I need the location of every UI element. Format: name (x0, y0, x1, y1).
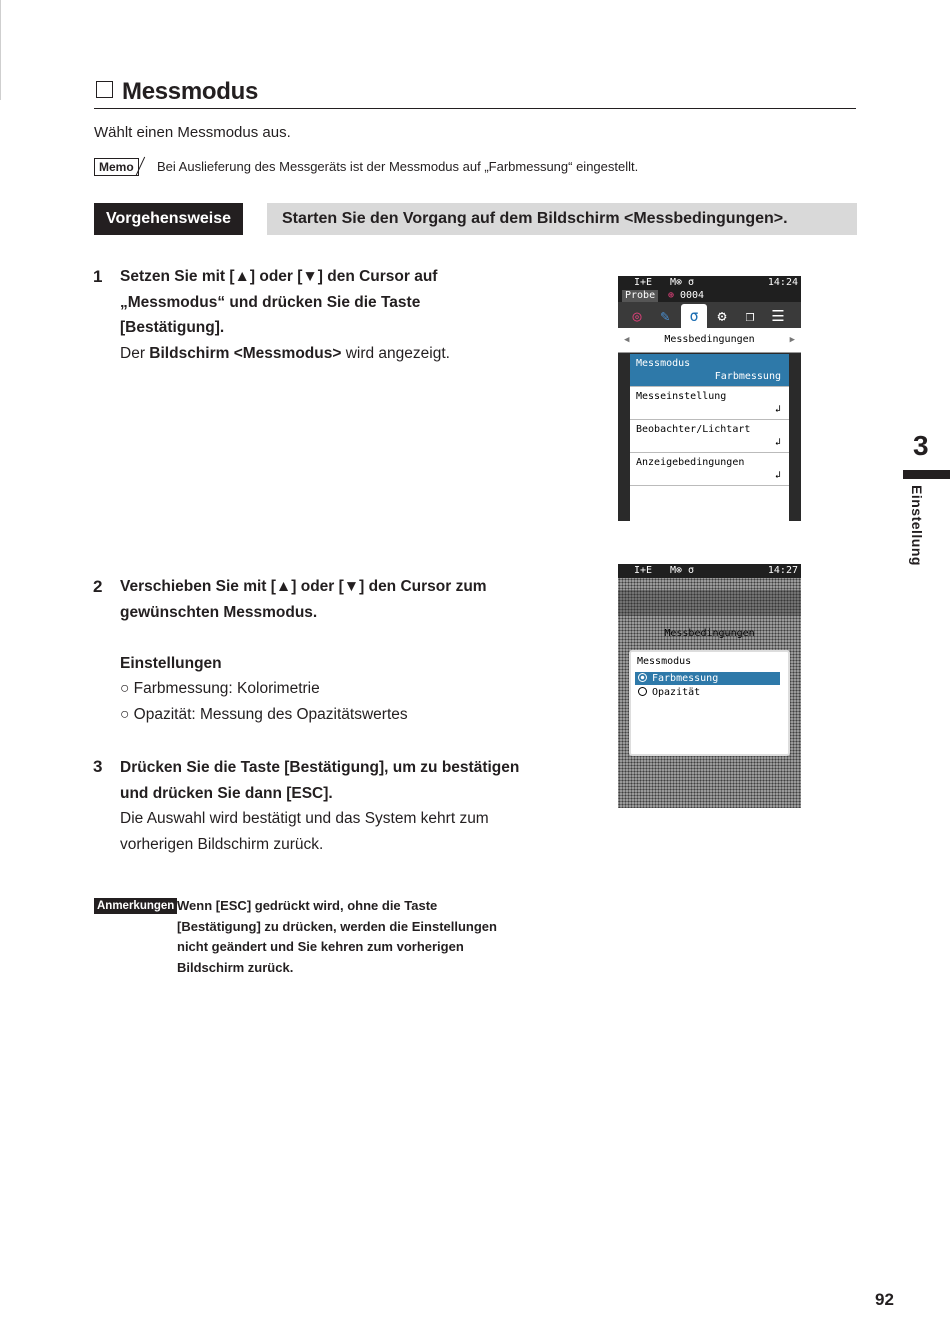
chapter-bar (903, 470, 950, 479)
step-3-line: Drücken Sie die Taste [Bestätigung], um zu bestätigen (120, 759, 520, 776)
status-icons: M⊗ σ (670, 277, 695, 288)
step-3-description: vorherigen Bildschirm zurück. (120, 835, 324, 853)
list-item[interactable]: Beobachter/Lichtart ↲ (630, 420, 789, 453)
status-mode: I+E (634, 565, 653, 576)
wrench-icon[interactable]: ✎ (660, 307, 670, 325)
radio-icon (638, 687, 647, 696)
margin-line (0, 0, 1, 100)
enter-icon: ↲ (774, 404, 781, 415)
step-number: 3 (93, 757, 103, 776)
list-item[interactable]: Messeinstellung ↲ (630, 387, 789, 420)
page-title: Messmodus (122, 78, 259, 105)
probe-number: 0004 (680, 290, 705, 301)
status-bar (618, 564, 801, 578)
chapter-number: 3 (913, 430, 929, 461)
arrow-left-icon[interactable]: ◀ (624, 335, 630, 345)
step-3 (120, 755, 590, 857)
page-number: 92 (875, 1290, 894, 1309)
step-1 (120, 264, 560, 366)
step-1-line: „Messmodus“ und drücken Sie die Taste (120, 293, 421, 311)
checkbox-square-icon (96, 81, 113, 98)
dimmed-background (618, 578, 801, 808)
settings-option: ○ Opazität: Messung des Opazitätswertes (120, 705, 408, 723)
step-2-line: Verschieben Sie mit [▲] oder [▼] den Cursor zum (120, 578, 487, 595)
radio-selected-icon (638, 673, 647, 682)
step-number: 1 (93, 267, 103, 286)
messmodus-dialog (629, 650, 790, 756)
device-screen-messbedingungen (618, 276, 801, 521)
status-mode: I+E (634, 277, 653, 288)
status-icons: M⊗ σ (670, 565, 695, 576)
probe-bar (618, 290, 801, 302)
target-small-icon: ⊕ (668, 290, 675, 301)
option-farbmessung[interactable]: Farbmessung (635, 672, 780, 685)
step-1-line: [Bestätigung]. (120, 319, 225, 336)
option-opazitaet[interactable]: Opazität (635, 686, 780, 699)
list-icon[interactable]: ☰ (771, 307, 785, 325)
enter-icon: ↲ (774, 470, 781, 481)
procedure-instruction: Starten Sie den Vorgang auf dem Bildschirm <Messbedingungen>. (267, 203, 857, 235)
memo-text: Bei Auslieferung des Messgeräts ist der Messmodus auf „Farbmessung“ eingestellt. (157, 159, 639, 174)
remarks-tag: Anmerkungen (94, 898, 177, 914)
list-item[interactable]: Messmodus Farbmessung (630, 354, 789, 387)
dimmed-tab-bar (618, 590, 801, 616)
copy-icon[interactable]: ❐ (745, 307, 755, 325)
step-number: 2 (93, 577, 103, 596)
screen-header (618, 328, 801, 353)
list-item[interactable]: Anzeigebedingungen ↲ (630, 453, 789, 486)
arrow-right-icon[interactable]: ▶ (789, 335, 795, 345)
device-screen-messmodus (618, 564, 801, 808)
step-1-description: Der Bildschirm <Messmodus> wird angezeigt. (120, 344, 450, 362)
remarks-text: Wenn [ESC] gedrückt wird, ohne die Taste [Bestätigung] zu drücken, werden die Einstellungen nicht geändert und Sie kehren zum vorherigen Bildschirm zurück. (177, 898, 497, 975)
settings-option: ○ Farbmessung: Kolorimetrie (120, 680, 320, 697)
dialog-title: Messmodus (637, 656, 692, 667)
measure-icon[interactable]: σ (681, 304, 707, 328)
section-heading (94, 78, 856, 109)
procedure-tag: Vorgehensweise (94, 203, 243, 235)
gear-icon[interactable]: ⚙ (717, 307, 727, 325)
step-2 (120, 574, 580, 727)
step-2-line: gewünschten Messmodus. (120, 603, 318, 621)
settings-list (630, 354, 789, 521)
page-subtitle: Wählt einen Messmodus aus. (94, 124, 291, 141)
target-icon[interactable]: ◎ (632, 307, 642, 325)
enter-icon: ↲ (774, 437, 781, 448)
screen-header-title: Messbedingungen (664, 334, 755, 345)
status-time: 14:24 (767, 277, 798, 288)
probe-label: Probe (622, 290, 658, 302)
status-time: 14:27 (767, 565, 798, 576)
status-bar (618, 276, 801, 290)
dimmed-header-title: Messbedingungen (664, 628, 755, 639)
tab-bar (618, 302, 801, 328)
step-3-line: und drücken Sie dann [ESC]. (120, 784, 333, 802)
step-1-line: Setzen Sie mit [▲] oder [▼] den Cursor auf (120, 268, 438, 285)
settings-title: Einstellungen (120, 654, 222, 672)
chapter-label: Einstellung (909, 485, 925, 566)
memo-tag: Memo (94, 158, 139, 176)
step-3-description: Die Auswahl wird bestätigt und das System kehrt zum (120, 810, 489, 827)
